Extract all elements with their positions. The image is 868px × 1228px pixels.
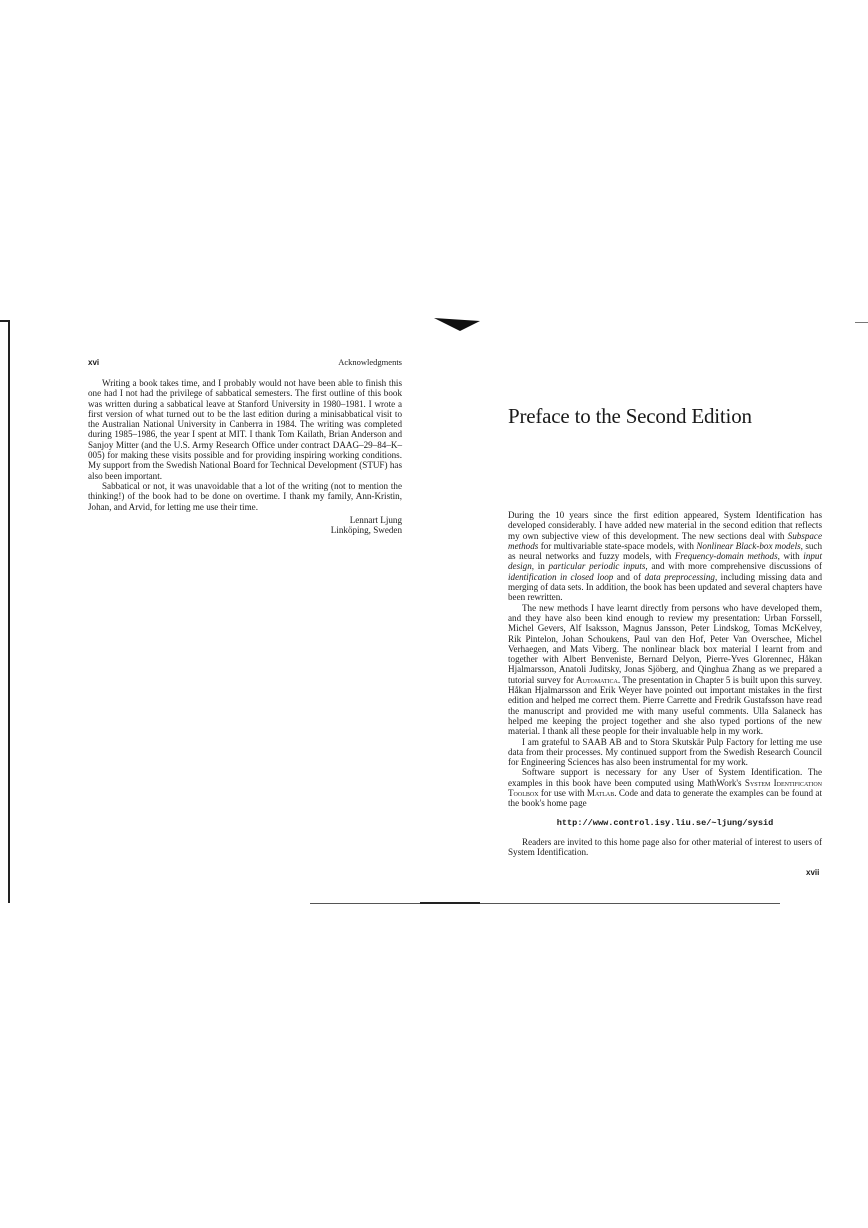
left-page-number: xvi (88, 358, 100, 367)
running-head-title: Acknowledgments (338, 357, 402, 367)
scan-notch-top (434, 318, 480, 332)
left-running-head (88, 357, 402, 367)
ack-paragraph-1: Writing a book takes time, and I probably would not have been able to finish this one had I not had the privilege of sabbatical semesters. The first outline of this book was written during a sabbatical leave at Stanford University in 1980–1981. I wrote a first version of what turned out to be the last edition during a minisabbatical visit to the Australian National University in Canberra in 1984. The writing was completed during 1985–1986, the year I spent at MIT. I thank Tom Kailath, Brian Anderson and Sanjoy Mitter (and the U.S. Army Research Office under contract DAAG–29–84–K–005) for making these visits possible and for providing inspiring working conditions. My support from the Swedish National Board for Technical Development (STUF) has also been important. (88, 378, 402, 481)
signature (88, 515, 402, 536)
preface-paragraph-3: I am grateful to SAAB AB and to Stora Skutskär Pulp Factory for letting me use data from their processes. My continued support from the Swedish Research Council for Engineering Sciences has also been instrumental for my work. (508, 736, 822, 768)
chapter-title: Preface to the Second Edition (508, 404, 752, 428)
preface-paragraph-1: During the 10 years since the first edition appeared, System Identification has developed considerably. I have added new material in the second edition that reflects my own subjective view of this development. The new sections deal with Subspace methods for multivariable state-space models, with Nonlinear Black-box models, such as neural networks and fuzzy models, with Frequency-domain methods, with input design, in particular periodic inputs, and with more comprehensive discussions of identification in closed loop and of data preprocessing, including missing data and merging of data sets. In addition, the book has been updated and several chapters have been rewritten. (508, 510, 822, 603)
preface-paragraph-4: Software support is necessary for any User of System Identification. The examples in this book have been computed using MathWork's System Identification Toolbox for use with Matlab. Code and data to generate the examples can be found at the book's home page (508, 767, 822, 809)
scan-line-bottom (310, 903, 780, 904)
preface-paragraph-5: Readers are invited to this home page also for other material of interest to users of System Identification. (508, 836, 822, 857)
right-page (508, 404, 822, 857)
scan-bracket-left (8, 320, 10, 903)
right-page-number: xvii (806, 868, 820, 877)
preface-paragraph-2: The new methods I have learnt directly from persons who have developed them, and they have also been kind enough to review my presentation: Urban Forssell, Michel Gevers, Alf Isaksson, Magnus Jansson, Peter Lindskog, Tomas McKelvey, Rik Pintelon, Johan Schoukens, Paul van den Hof, Peter Van Overschee, Michel Verhaegen, and Mats Viberg. The nonlinear black box material I learnt from and together with Albert Benveniste, Bernard Delyon, Pierre-Yves Glorennec, Håkan Hjalmarsson, Anatoli Juditsky, Jonas Sjöberg, and Qinghua Zhang as we prepared a tutorial survey for Automatica. The presentation in Chapter 5 is built upon this survey. Håkan Hjalmarsson and Erik Weyer have pointed out important mistakes in the first edition and helped me correct them. Pierre Carrette and Fredrik Gustafsson have read the manuscript and provided me with many useful comments. Ulla Salaneck has helped me keeping the project together and she also typed portions of the new material. I thank all these people for their invaluable help in my work. (508, 602, 823, 737)
left-page (88, 357, 402, 535)
signature-name: Lennart Ljung (349, 514, 402, 525)
signature-place: Linköping, Sweden (330, 525, 402, 536)
scan-tick-right (855, 322, 868, 323)
ack-paragraph-2: Sabbatical or not, it was unavoidable that a lot of the writing (not to mention the thinking!) of the book had to be done on overtime. I thank my family, Ann-Kristin, Johan, and Arvid, for letting me use their time. (88, 480, 402, 512)
scan-line-bottom-thick (420, 902, 480, 904)
homepage-url: http://www.control.isy.liu.se/~ljung/sysid (556, 817, 774, 828)
